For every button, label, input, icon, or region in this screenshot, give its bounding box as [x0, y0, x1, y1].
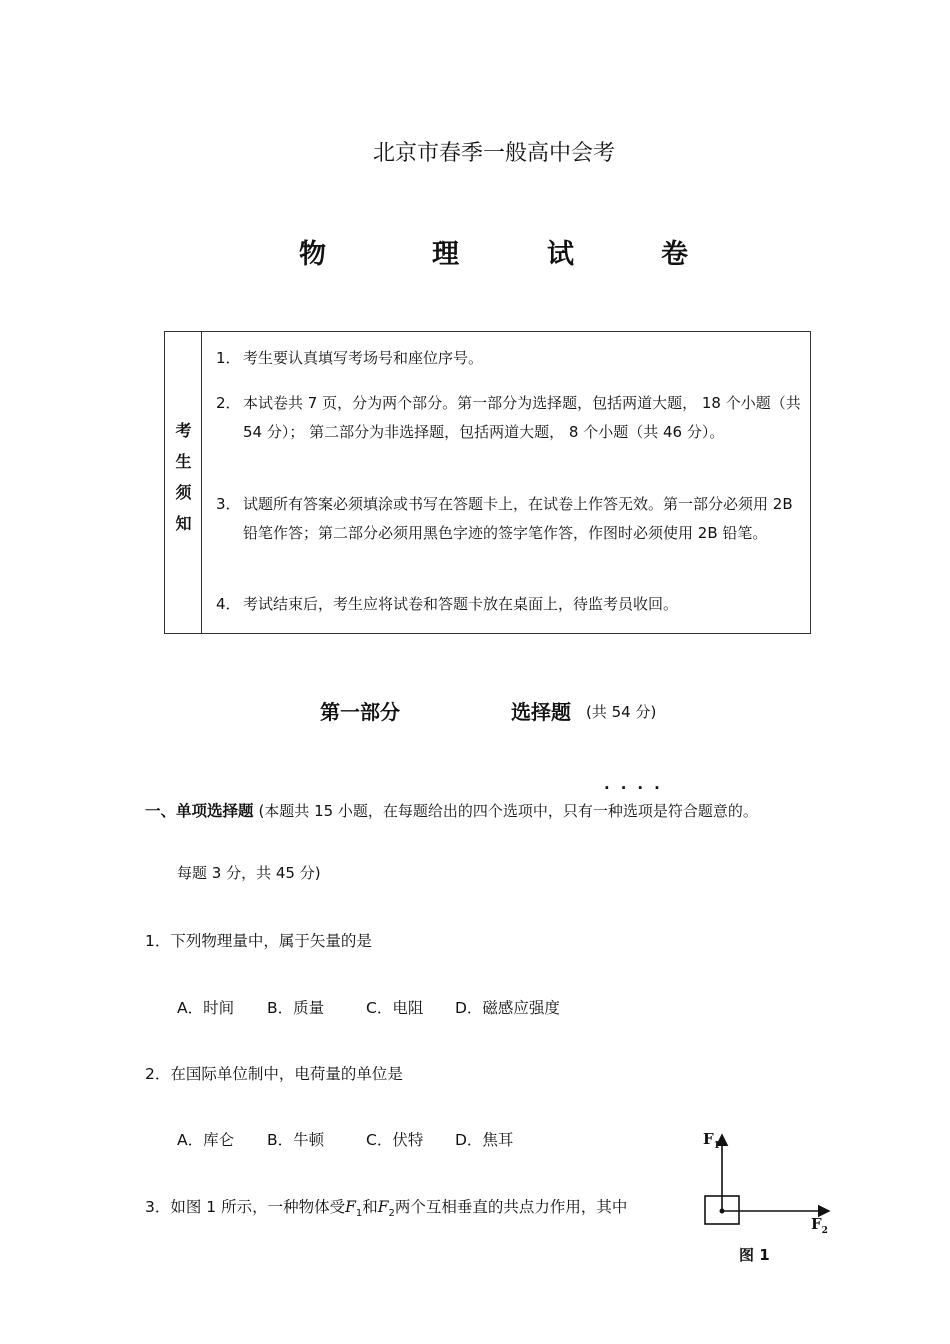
notice-heading-char: 须 — [175, 483, 192, 502]
notice-item-number: 4． — [216, 595, 241, 613]
section-heading: 一、单项选择题 — [145, 802, 254, 820]
section-heading-line — [145, 799, 758, 821]
section-description-cont: 每题 3 分，共 45 分) — [177, 864, 321, 882]
notice-heading-char: 考 — [175, 421, 192, 440]
subject-char-2: 理 — [432, 239, 459, 270]
section-description: (本题共 15 小题，在每题给出的四个选项中，只有一种选项是符合题意的。 — [258, 802, 758, 820]
q3-stem-prefix: 3．如图 1 所示，一种物体受 — [145, 1198, 346, 1216]
f2-label: $F_2$ — [811, 1215, 828, 1236]
subject-char-1: 物 — [299, 239, 326, 270]
q1-option-d: D．磁感应强度 — [455, 999, 560, 1017]
f1-label: $F_1$ — [703, 1130, 720, 1151]
notice-item-text: 本试卷共 7 页，分为两个部分。第一部分为选择题，包括两道大题， 18 个小题（共 54 分）； 第二部分为非选择题，包括两道大题， 8 个小题（共 46 分）。 — [243, 394, 801, 441]
force-f1-subscript: 1 — [355, 1208, 363, 1220]
question-1-stem: 1．下列物理量中，属于矢量的是 — [145, 932, 372, 950]
notice-item-number: 3． — [216, 495, 241, 513]
notice-heading — [165, 332, 202, 633]
notice-item-text: 考生要认真填写考场号和座位序号。 — [243, 349, 484, 367]
part-score: (共 54 分) — [586, 703, 657, 721]
notice-item-text: 试题所有答案必须填涂或书写在答题卡上，在试卷上作答无效。第一部分必须用 2B 铅笔作答；第二部分必须用黑色字迹的签字笔作答，作图时必须使用 2B 铅笔。 — [243, 495, 793, 542]
emphasis-dots: ···· — [604, 779, 671, 797]
q1-option-c: C．电阻 — [366, 999, 424, 1017]
subject-char-3: 试 — [547, 239, 574, 270]
question-3-stem — [145, 1195, 627, 1219]
exam-title: 北京市春季一般高中会考 — [372, 141, 615, 166]
notice-heading-char: 生 — [175, 452, 192, 471]
q2-option-b: B．牛顿 — [267, 1131, 325, 1149]
figure-caption: 图 1 — [739, 1246, 770, 1264]
q3-stem-suffix: 两个互相垂直的共点力作用，其中 — [394, 1198, 628, 1216]
part-label: 第一部分 — [320, 700, 400, 724]
figure-1 — [695, 1125, 845, 1270]
force-f2-symbol: F — [377, 1198, 389, 1216]
subject-char-4: 卷 — [661, 239, 688, 270]
question-2-stem: 2．在国际单位制中，电荷量的单位是 — [145, 1065, 403, 1083]
notice-item-number: 2． — [216, 394, 241, 412]
force-f2-subscript: 2 — [388, 1208, 395, 1220]
part-name: 选择题 — [511, 700, 571, 724]
q2-option-d: D．焦耳 — [455, 1131, 514, 1149]
q1-option-a: A．时间 — [177, 999, 235, 1017]
notice-item-number: 1． — [216, 349, 241, 367]
q2-option-a: A．库仑 — [177, 1131, 235, 1149]
application-point — [720, 1209, 725, 1214]
q3-stem-mid: 和 — [362, 1198, 378, 1216]
notice-item-text: 考试结束后，考生应将试卷和答题卡放在桌面上，待监考员收回。 — [243, 595, 679, 613]
exam-notice-box — [164, 331, 811, 634]
q2-option-c: C．伏特 — [366, 1131, 424, 1149]
q1-option-b: B．质量 — [267, 999, 325, 1017]
force-f1-symbol: F — [345, 1198, 356, 1216]
notice-heading-char: 知 — [175, 514, 192, 533]
